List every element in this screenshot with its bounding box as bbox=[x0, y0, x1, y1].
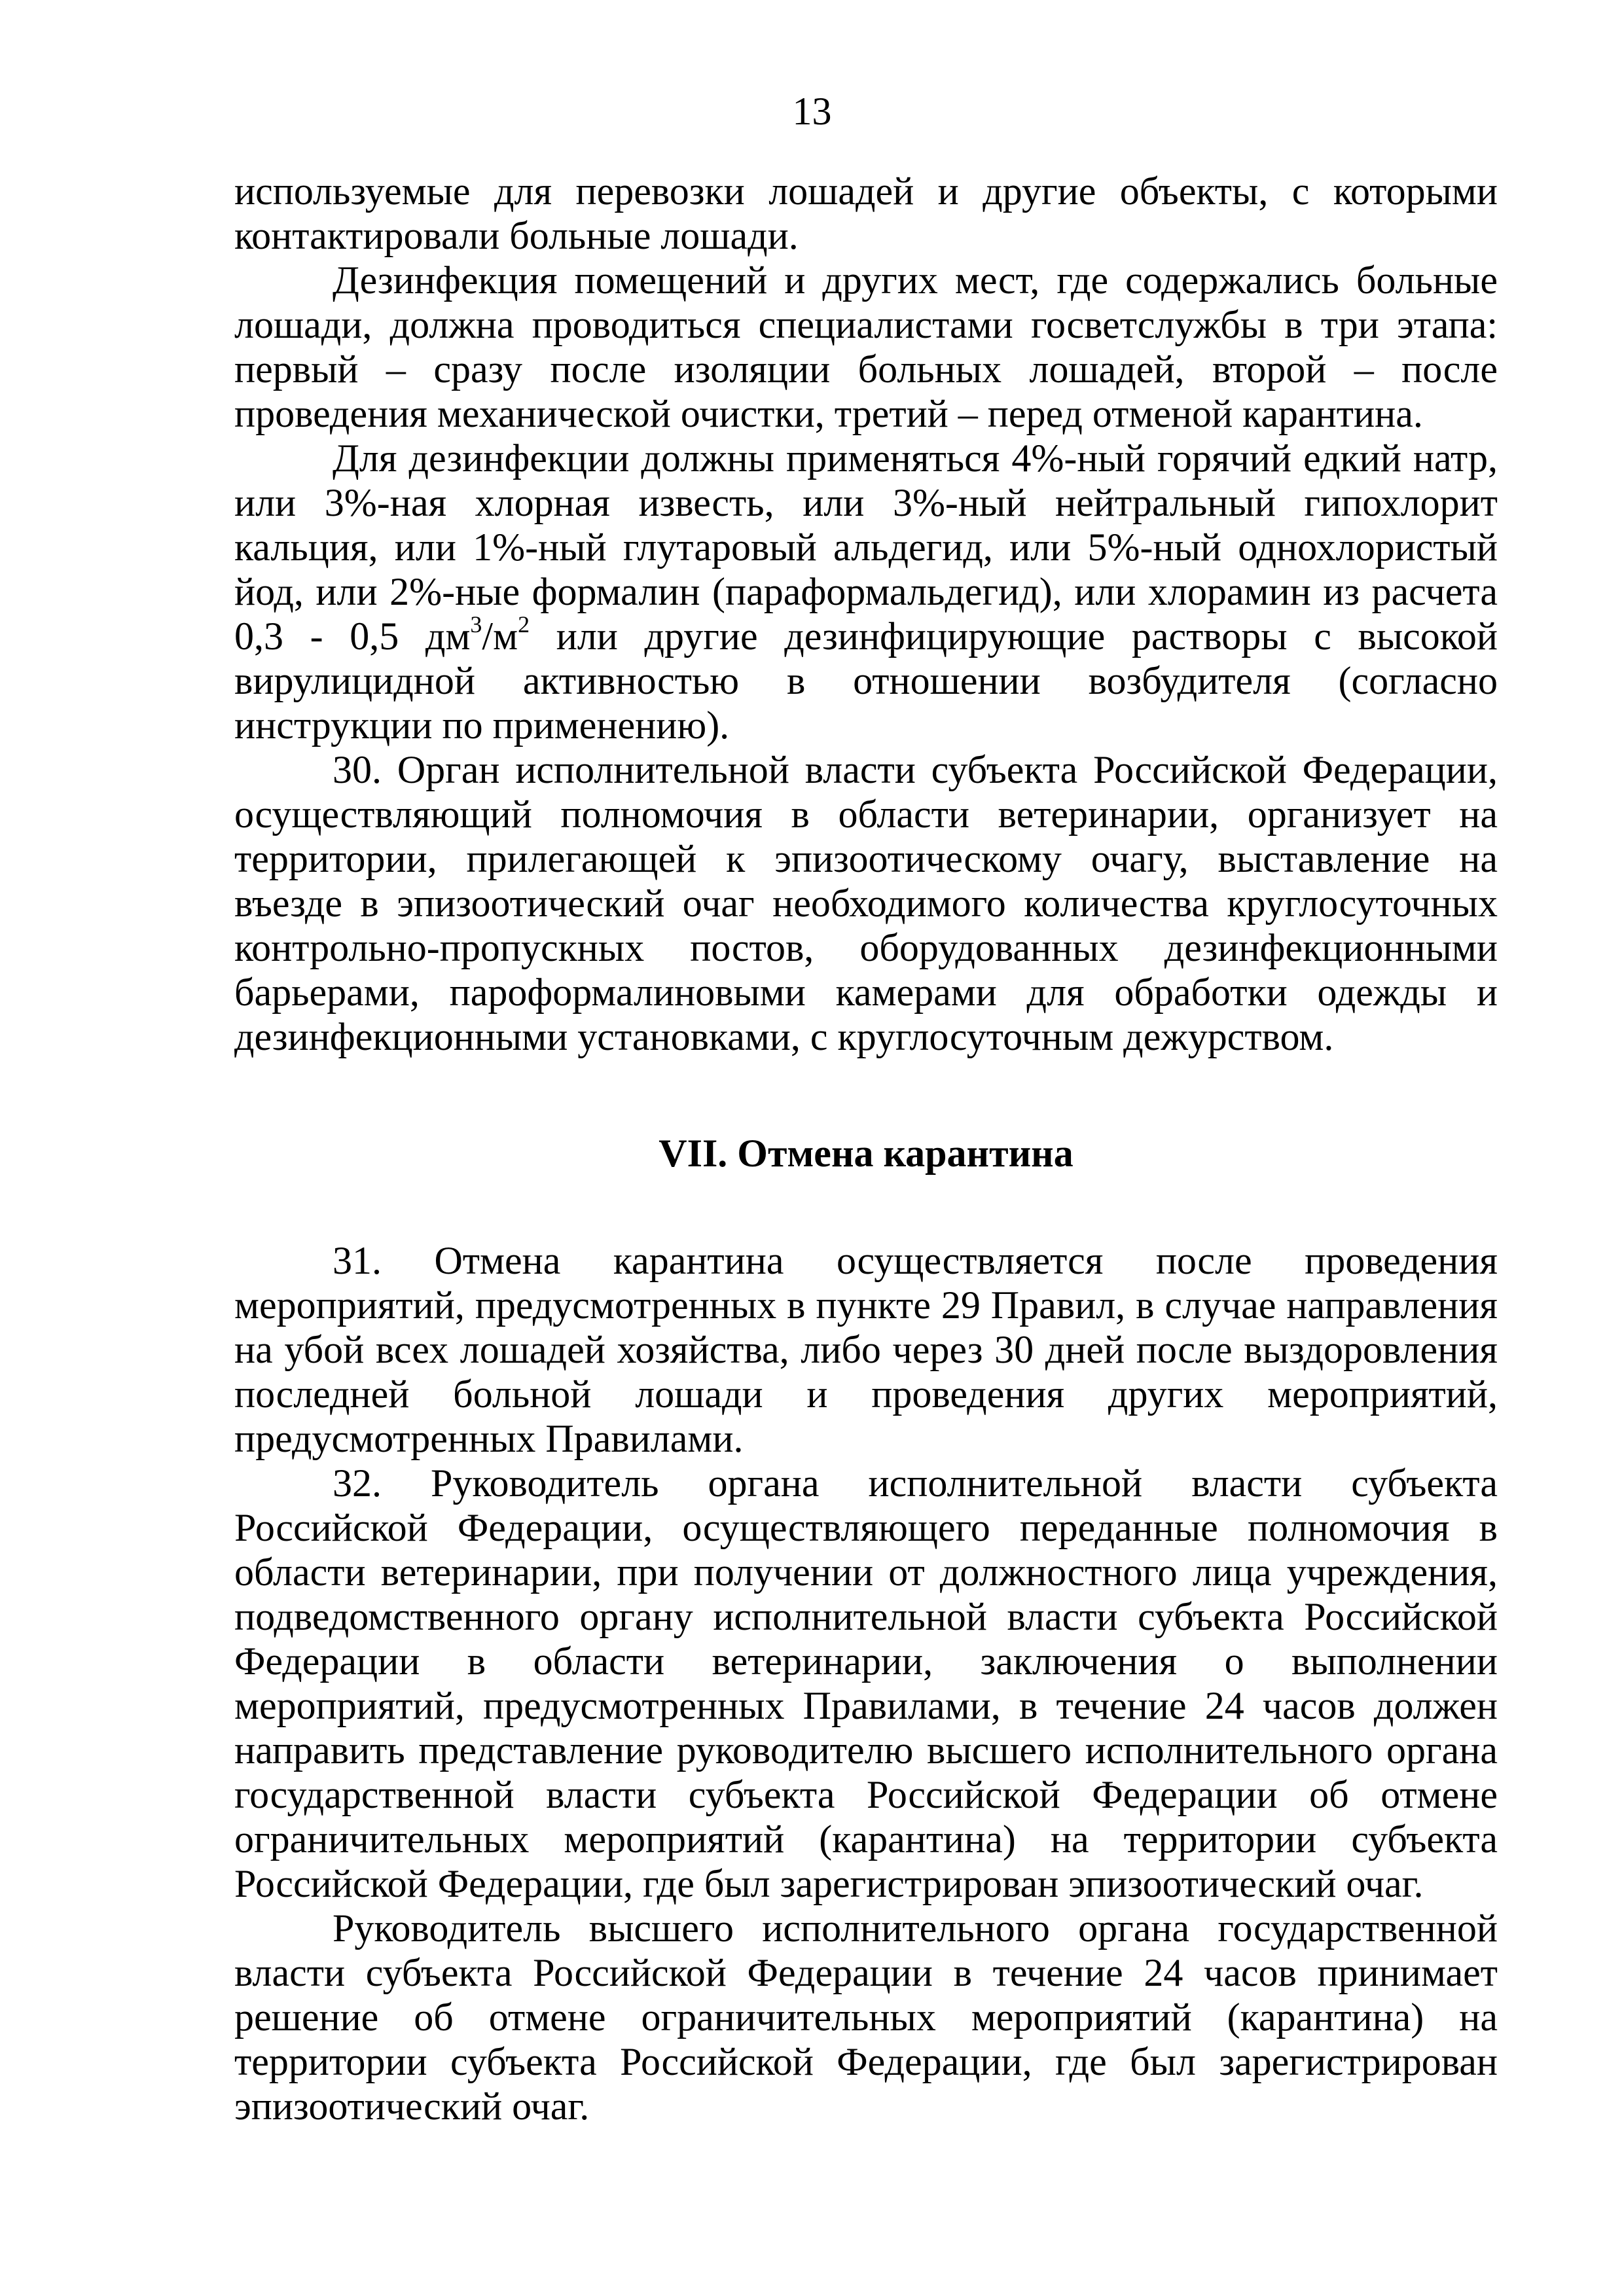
unit-superscript-2: 2 bbox=[518, 611, 530, 637]
disinfectants-text-start: Для дезинфекции должны применяться 4%-ный горячий едкий натр, или 3%-ная хлорная известь, или 3%-ный нейтральный гипохлорит кальция, или 1%-ный глутаровый альдегид, или 5%-ный однохлористый йод, или 2%-ные формалин (параформальдегид), или хлорамин из расчета 0,3 - 0,5 дм bbox=[234, 437, 1498, 658]
unit-separator: /м bbox=[482, 615, 518, 658]
paragraph-decision: Руководитель высшего исполнительного органа государственной власти субъекта Российской Федерации в течение 24 часов принимает решение об отмене ограничительных мероприятий (карантина) на территории субъекта Российской Федерации, где был зарегистрирован эпизоотический очаг. bbox=[234, 1907, 1498, 2128]
page-number: 13 bbox=[792, 90, 832, 133]
section-heading: VII. Отмена карантина bbox=[659, 1132, 1074, 1175]
document-body bbox=[234, 169, 1498, 2128]
paragraph-item-32: 32. Руководитель органа исполнительной власти субъекта Российской Федерации, осуществляющего переданные полномочия в области ветеринарии, при получении от должностного лица учреждения, подведомственного органу исполнительной власти субъекта Российской Федерации в области ветеринарии, заключения о выполнении мероприятий, предусмотренных Правилами, в течение 24 часов должен направить представление руководителю высшего исполнительного органа государственной власти субъекта Российской Федерации об отмене ограничительных мероприятий (карантина) на территории субъекта Российской Федерации, где был зарегистрирован эпизоотический очаг. bbox=[234, 1462, 1498, 1905]
paragraph-item-30: 30. Орган исполнительной власти субъекта Российской Федерации, осуществляющий полномочия в области ветеринарии, организует на территории, прилегающей к эпизоотическому очагу, выставление на въезде в эпизоотический очаг необходимого количества круглосуточных контрольно-пропускных постов, оборудованных дезинфекционными барьерами, пароформалиновыми камерами для обработки одежды и дезинфекционными установками, с круглосуточным дежурством. bbox=[234, 748, 1498, 1058]
paragraph-disinfection-stages: Дезинфекция помещений и других мест, где содержались больные лошади, должна проводиться специалистами госветслужбы в три этапа: первый – сразу после изоляции больных лошадей, второй – после проведения механической очистки, третий – перед отменой карантина. bbox=[234, 259, 1498, 435]
unit-superscript-3: 3 bbox=[470, 611, 482, 637]
paragraph-continuation: используемые для перевозки лошадей и другие объекты, с которыми контактировали больные лошади. bbox=[234, 170, 1498, 257]
paragraph-disinfectants bbox=[234, 436, 1498, 747]
paragraph-item-31: 31. Отмена карантина осуществляется после проведения мероприятий, предусмотренных в пункте 29 Правил, в случае направления на убой всех лошадей хозяйства, либо через 30 дней после выздоровления последней больной лошади и проведения других мероприятий, предусмотренных Правилами. bbox=[234, 1239, 1498, 1460]
disinfectants-text-end: или другие дезинфицирующие растворы с высокой вирулицидной активностью в отношении возбудителя (согласно инструкции по применению). bbox=[234, 615, 1498, 747]
